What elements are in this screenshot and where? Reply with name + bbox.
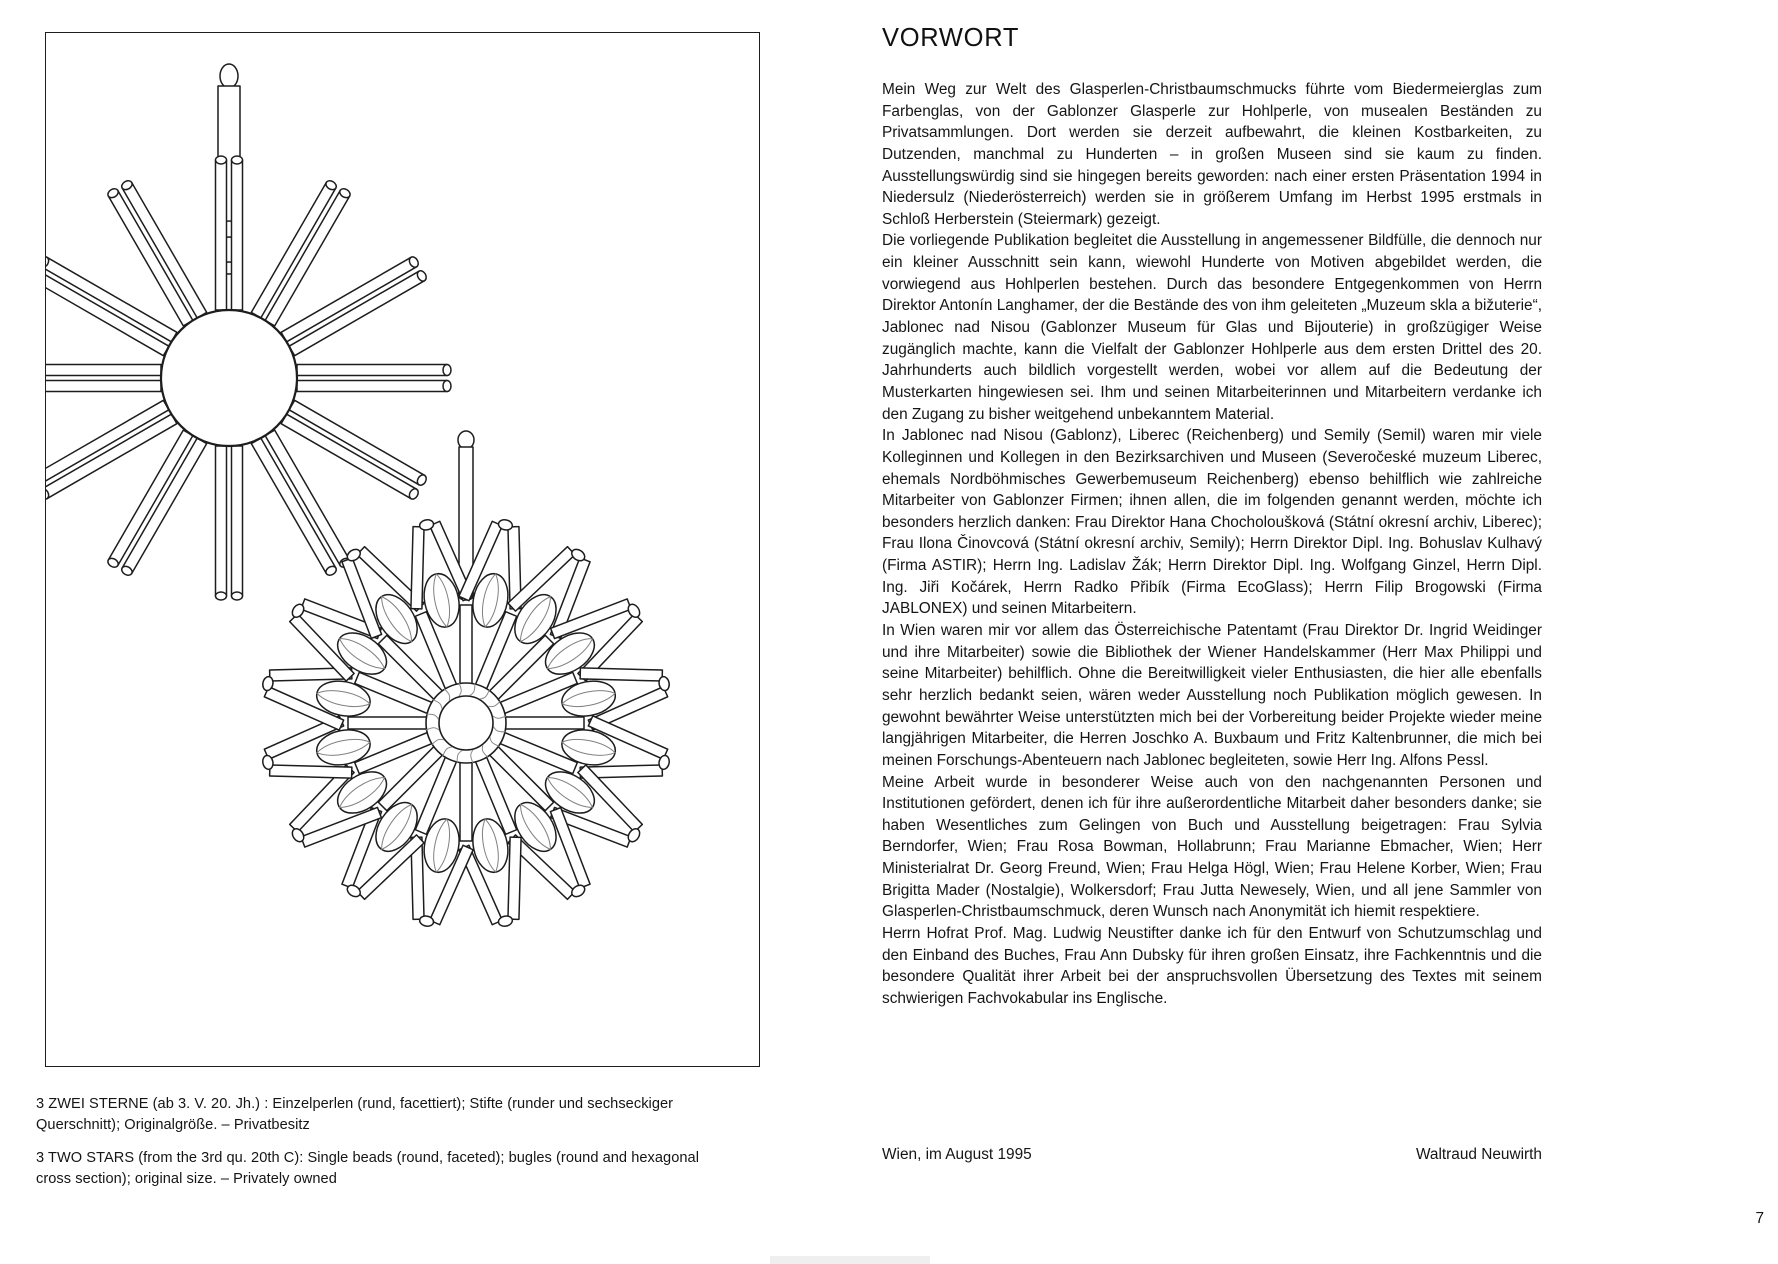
caption-german: 3 ZWEI STERNE (ab 3. V. 20. Jh.) : Einzelperlen (rund, facettiert); Stifte (runder und sechseckiger Querschnitt); Originalgröße. – Privatbesitz	[36, 1096, 674, 1133]
right-page-foreword	[868, 0, 1778, 1264]
place-and-date: Wien, im August 1995	[882, 1146, 1032, 1163]
foreword-text-column	[882, 24, 1542, 1010]
foreword-paragraph-6: Herrn Hofrat Prof. Mag. Ludwig Neustifter danke ich für den Entwurf von Schutzumschlag und den Einband des Buches, Frau Ann Dubsky für ihren großen Einsatz, ihre Fachkenntnis und die besondere Qualität ihrer Arbeit bei der anspruchsvollen Übersetzung des Textes mit seinem schwierigen Fachvokabular ins Englische.	[882, 924, 1542, 1007]
star-upper	[46, 64, 451, 600]
foreword-paragraph-5: Meine Arbeit wurde in besonderer Weise auch von den nachgenannten Personen und Institutionen gefördert, denen ich für ihre außerordentliche Mitarbeit daher besonders danke; sie haben Wesentliches zum Gelingen von Buch und Ausstellung beigetragen: Frau Sylvia Berndorfer, Wien; Frau Rosa Bowman, Hollabrunn; Frau Marianne Ebmacher, Wien; Herr Ministerialrat Dr. Georg Freund, Wien; Frau Helga Högl, Wien; Frau Helene Korber, Wien; Frau Brigitta Mader (Nostalgie), Wolkersdorf; Frau Jutta Newesely, Wien, und all jene Sammler von Glasperlen-Christbaumschmuck, deren Wunsch nach Anonymität ich hiemit respektiere.	[882, 773, 1542, 921]
caption-english: 3 TWO STARS (from the 3rd qu. 20th C): Single beads (round, faceted); bugles (round and hexagonal cross section); original size. – Privately owned	[36, 1150, 700, 1188]
page-gutter	[858, 0, 868, 1264]
two-stars-illustration	[46, 33, 758, 1065]
foreword-paragraph-4: In Wien waren mir vor allem das Österreichische Patentamt (Frau Direktor Dr. Ingrid Weidinger und ihre Mitarbeiter) sowie die Bibliothek der Wiener Handelskammer (Herr Max Philippi und seine Mitarbeiter) behilflich. Ohne die Bereitwilligkeit vieler Enthusiasten, die hier alle ebenfalls sehr herzlich bedankt seien, wären weder Ausstellung noch Publikation möglich gewesen. In gewohnt bewährter Weise unterstützten mich bei der Vorbereitung beider Projekte wieder meine langjährigen Mitarbeiter, die Herren Joschko A. Buxbaum und Fritz Kaltenbrunner, die mich bei meinen Forschungs-Abenteuern nach Jablonec begleiteten, sowie Herr Ing. Alfons Pessl.	[882, 622, 1542, 769]
signature-row	[882, 1146, 1542, 1164]
star-lower	[262, 431, 671, 927]
foreword-paragraph-2: Die vorliegende Publikation begleitet die Ausstellung in angemessener Bildfülle, die dennoch nur ein kleiner Ausschnitt sein kann, wiewohl Hunderte von Motiven abgebildet werden, die vorwiegend aus Hohlperlen bestehen. Durch das besondere Entgegenkommen von Herrn Direktor Antonín Langhamer, der die Bestände des von ihm geleiteten „Muzeum skla a bižuterie“, Jablonec nad Nisou (Gablonzer Museum für Glas und Bijouterie) in großzügiger Weise zugänglich machte, kann die Vielfalt der Gablonzer Hohlperle aus dem ersten Drittel des 20. Jahrhunderts auch bildlich vorgestellt werden, wobei vor allem auf die Bedeutung der Musterkarten hingewiesen sei. Ihm und seinen Mitarbeiterinnen und Mitarbeitern verdanke ich den Zugang zu bisher weitgehend unbekanntem Material.	[882, 232, 1542, 423]
page-number: 7	[1755, 1210, 1764, 1227]
foreword-paragraph-3: In Jablonec nad Nisou (Gablonz), Liberec (Reichenberg) und Semily (Semil) waren mir viele Kolleginnen und Kollegen in den Bezirksarchiven und Museen (Severočeské muzeum Liberec, ehemals Nordböhmisches Gewerbemuseum Reichenberg) ebenso behilflich wie zahlreiche Mitarbeiter von Gablonzer Firmen; ihnen allen, die im folgenden genannt werden, möchte ich besonders herzlich danken: Frau Direktor Hana Chocholoušková (Státní okresní archiv, Liberec); Frau Ilona Činovcová (Státní okresní archiv, Semily); Herrn Direktor Dipl. Ing. Bohuslav Kulhavý (Firma ASTIR); Herrn Ing. Ladislav Žák; Herrn Direktor Dipl. Ing. Wolfgang Ginzel, Herrn Dipl. Ing. Jiři Kočárek, Herrn Radko Přibík (Firma EcoGlass); Herrn Filip Brogowski (Firma JABLONEX) und seinen Mitarbeitern.	[882, 427, 1542, 618]
left-page-plate	[0, 0, 858, 1264]
plate-caption	[36, 1094, 736, 1190]
foreword-paragraph-1: Mein Weg zur Welt des Glasperlen-Christbaumschmucks führte vom Biedermeierglas zum Farbenglas, von der Gablonzer Glasperle zur Hohlperle, von musealen Beständen zu Privatsammlungen. Dort werden sie derzeit aufbewahrt, die kleinen Kostbarkeiten, zu Dutzenden, manchmal zu Hunderten – in großen Museen sind sie kaum zu finden. Ausstellungswürdig sind sie hingegen bereits geworden: nach einer ersten Präsentation 1994 in Niedersulz (Niederösterreich) werden sie in größerem Umfang im Herbst 1995 erstmals in Schloß Herberstein (Steiermark) gezeigt.	[882, 81, 1542, 228]
scan-artifact	[770, 1256, 930, 1264]
plate-image-frame	[45, 32, 760, 1067]
page-title: VORWORT	[882, 24, 1020, 52]
author-name: Waltraud Neuwirth	[1415, 1146, 1542, 1163]
